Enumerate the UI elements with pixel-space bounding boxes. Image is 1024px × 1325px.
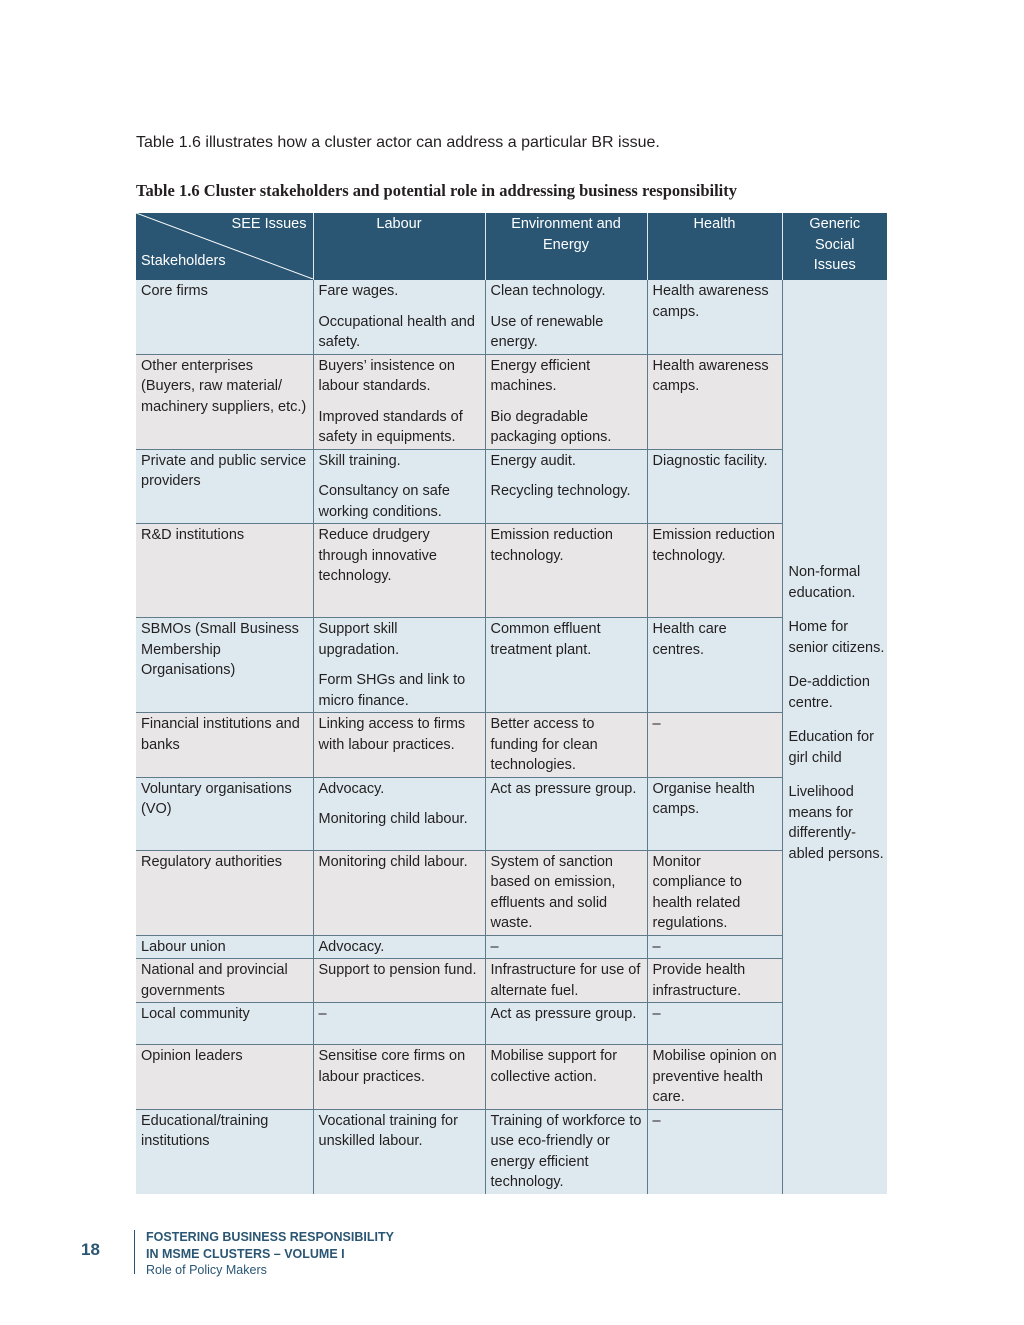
generic-issues-cell [782,280,887,1194]
health-cell [647,850,782,935]
health-item: – [652,1006,661,1022]
generic-issue-item: Livelihood means for differently-abled persons. [788,784,884,862]
table-row [136,1109,887,1194]
labour-cell [313,449,485,524]
health-item: Emission reduction technology. [652,527,775,564]
stakeholder-cell: Opinion leaders [136,1045,313,1110]
environment-item: Energy efficient machines. [490,357,591,394]
labour-cell [313,777,485,850]
table-row [136,449,887,524]
footer-line1: FOSTERING BUSINESS RESPONSIBILITY [146,1230,394,1244]
health-cell [647,777,782,850]
health-item: Provide health infrastructure. [652,962,746,999]
header-labour: Labour [313,213,485,280]
health-cell [647,1003,782,1045]
environment-item: Mobilise support for collective action. [490,1048,618,1085]
environment-item: Use of renewable energy. [490,313,604,350]
stakeholder-cell: R&D institutions [136,524,313,618]
environment-cell [485,524,647,618]
table-row [136,354,887,449]
labour-item: Support to pension fund. [318,962,477,978]
table-header-row [136,213,887,280]
environment-cell [485,850,647,935]
environment-cell [485,777,647,850]
stakeholder-cell: National and provincial governments [136,959,313,1003]
health-item: Health awareness camps. [652,357,769,394]
table-row [136,1003,887,1045]
generic-issue-item: Education for girl child [788,729,874,766]
stakeholder-cell: Labour union [136,935,313,959]
labour-cell [313,959,485,1003]
labour-item: – [318,1006,327,1022]
footer-line2: IN MSME CLUSTERS – VOLUME I [146,1247,345,1261]
labour-item: Monitoring child labour. [318,811,468,827]
header-generic: Generic Social Issues [782,213,887,280]
labour-cell [313,524,485,618]
labour-cell [313,850,485,935]
table-row [136,777,887,850]
stakeholder-cell: Voluntary organisations (VO) [136,777,313,850]
stakeholder-cell: Private and public service providers [136,449,313,524]
table-row [136,935,887,959]
health-cell [647,524,782,618]
labour-item: Monitoring child labour. [318,853,468,870]
labour-item: Buyers’ insistence on labour standards. [318,357,455,394]
table-row [136,618,887,713]
stakeholder-cell: Other enterprises (Buyers, raw material/ machinery suppliers, etc.) [136,354,313,449]
environment-item: – [490,938,499,955]
health-cell [647,354,782,449]
health-cell [647,935,782,959]
header-stakeholders: Stakeholders [141,253,226,269]
intro-text: Table 1.6 illustrates how a cluster actor can address a particular BR issue. [136,134,660,151]
environment-item: Better access to funding for clean technologies. [490,716,598,773]
labour-cell [313,354,485,449]
labour-item: Fare wages. [318,283,399,299]
labour-item: Sensitise core firms on labour practices. [318,1048,466,1085]
stakeholder-table [136,213,887,1194]
labour-item: Linking access to firms with labour practices. [318,716,466,753]
table-row [136,1045,887,1110]
health-item: Monitor compliance to health related regulations. [652,853,742,931]
environment-cell [485,1003,647,1045]
environment-cell [485,354,647,449]
health-item: Health awareness camps. [652,283,769,320]
header-environment: Environment and Energy [485,213,647,280]
labour-cell [313,1003,485,1045]
labour-item: Improved standards of safety in equipments. [318,408,463,445]
environment-item: Training of workforce to use eco-friendly or energy efficient technology. [490,1112,642,1190]
environment-item: Emission reduction technology. [490,527,613,564]
health-cell [647,713,782,778]
stakeholder-cell: Regulatory authorities [136,850,313,935]
environment-item: Act as pressure group. [490,780,637,797]
header-see-issues: SEE Issues [231,216,307,232]
labour-cell [313,1109,485,1194]
generic-issue-item: Non-formal education. [788,564,861,601]
labour-cell [313,935,485,959]
environment-item: Bio degradable packaging options. [490,408,612,445]
table-row [136,959,887,1003]
labour-item: Form SHGs and link to micro finance. [318,672,466,709]
health-item: – [652,716,661,732]
labour-item: Consultancy on safe working conditions. [318,483,450,520]
labour-item: Skill training. [318,452,401,469]
environment-cell [485,280,647,354]
footer-title [146,1229,394,1263]
health-item: Mobilise opinion on preventive health care. [652,1048,777,1105]
health-item: Health care centres. [652,621,727,658]
labour-item: Advocacy. [318,780,385,797]
table-row [136,280,887,354]
stakeholder-cell: Core firms [136,280,313,354]
health-item: Organise health camps. [652,780,755,817]
health-item: – [652,1112,661,1129]
environment-item: Recycling technology. [490,483,631,499]
health-cell [647,1109,782,1194]
health-cell [647,1045,782,1110]
stakeholder-cell: Financial institutions and banks [136,713,313,778]
page-number: 18 [81,1240,100,1259]
health-cell [647,280,782,354]
health-item: Diagnostic facility. [652,452,768,469]
header-diagonal-cell [136,213,313,280]
table-row [136,850,887,935]
stakeholder-cell: Local community [136,1003,313,1045]
environment-item: Energy audit. [490,452,576,469]
labour-item: Vocational training for unskilled labour. [318,1112,458,1149]
health-cell [647,449,782,524]
table-caption: Table 1.6 Cluster stakeholders and potential role in addressing business responsibility [136,181,738,200]
labour-item: Support skill upgradation. [318,621,400,658]
environment-item: Common effluent treatment plant. [490,621,601,658]
table-row [136,713,887,778]
generic-issue-item: De-addiction centre. [788,674,870,711]
labour-item: Advocacy. [318,938,385,955]
environment-cell [485,1109,647,1194]
environment-item: Act as pressure group. [490,1006,637,1022]
health-item: – [652,938,661,955]
environment-cell [485,935,647,959]
health-cell [647,959,782,1003]
health-cell [647,618,782,713]
labour-cell [313,280,485,354]
labour-cell [313,618,485,713]
environment-item: Infrastructure for use of alternate fuel. [490,962,641,999]
environment-cell [485,449,647,524]
table-row [136,524,887,618]
environment-item: Clean technology. [490,283,606,299]
stakeholder-cell: SBMOs (Small Business Membership Organisations) [136,618,313,713]
labour-item: Reduce drudgery through innovative technology. [318,527,437,584]
environment-cell [485,713,647,778]
generic-issues-list [789,562,889,864]
footer-subtitle: Role of Policy Makers [146,1263,267,1277]
environment-cell [485,1045,647,1110]
labour-cell [313,713,485,778]
labour-cell [313,1045,485,1110]
header-health: Health [647,213,782,280]
labour-item: Occupational health and safety. [318,313,475,350]
footer-divider [134,1230,135,1274]
stakeholder-cell: Educational/training institutions [136,1109,313,1194]
environment-cell [485,618,647,713]
generic-issue-item: Home for senior citizens. [788,619,885,656]
environment-cell [485,959,647,1003]
environment-item: System of sanction based on emission, effluents and solid waste. [490,853,616,931]
